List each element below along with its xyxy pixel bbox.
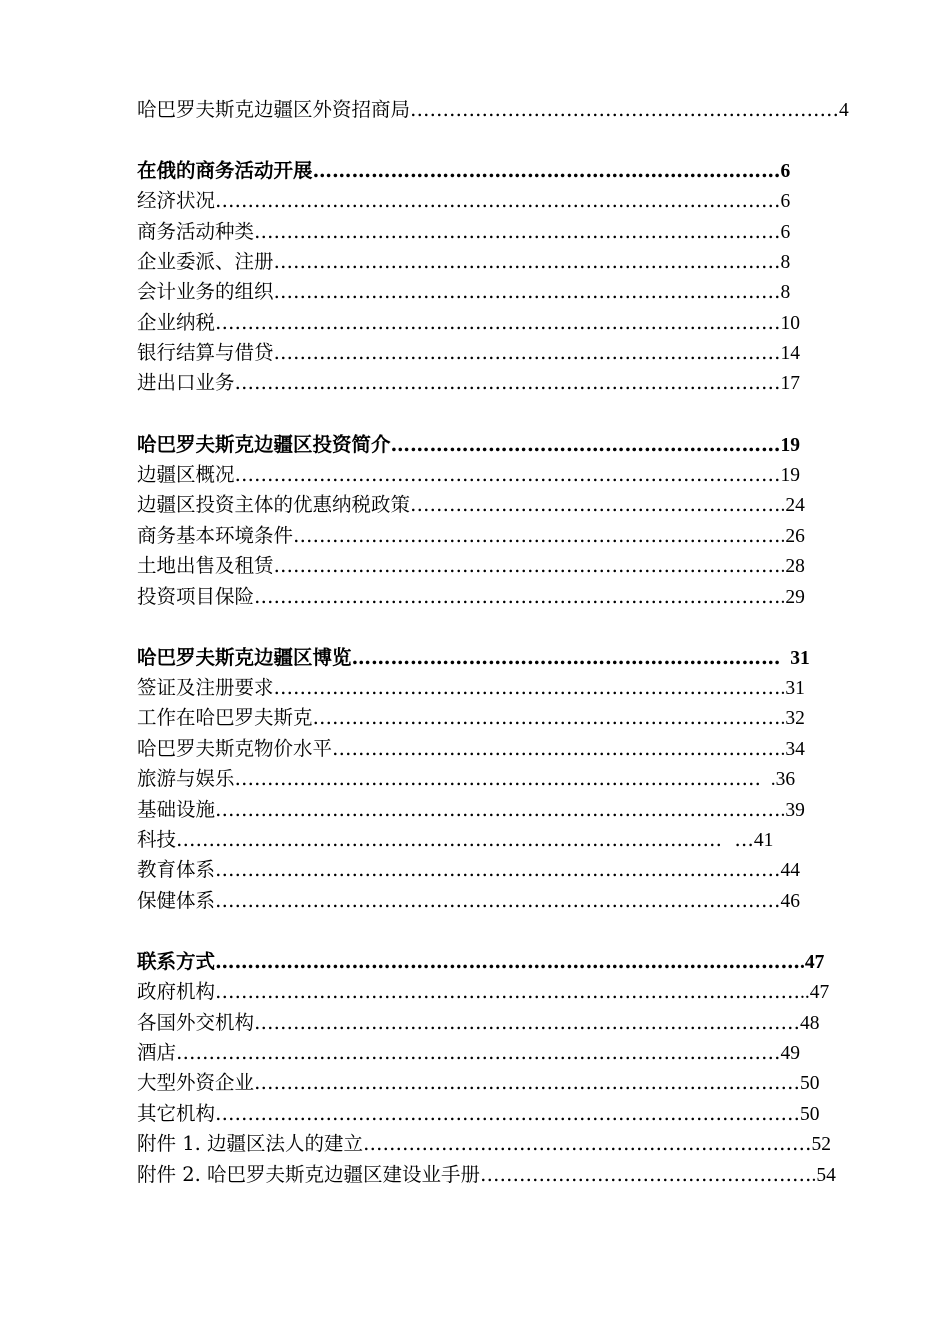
toc-entry[interactable] <box>137 1068 820 1098</box>
toc-entry[interactable] <box>137 764 795 794</box>
toc-entry-title: 保健体系 <box>137 889 216 912</box>
toc-entry-title: 基础设施 <box>137 798 216 821</box>
toc-entry-title: 进出口业务 <box>137 371 235 394</box>
toc-leader: ………………………………………………………………… <box>293 524 781 547</box>
toc-entry[interactable] <box>137 977 829 1007</box>
toc-entry-title: 工作在哈巴罗夫斯克 <box>137 706 313 729</box>
toc-entry-title: 旅游与娱乐 <box>137 767 235 790</box>
toc-page-number: 50 <box>800 1104 820 1125</box>
toc-page-number: .54 <box>811 1165 836 1186</box>
toc-leader: ……………………………………………………………… <box>312 159 781 182</box>
toc-entry[interactable] <box>137 703 805 733</box>
toc-leader: ………………………………………………………… <box>351 646 781 669</box>
toc-entry[interactable] <box>137 551 805 581</box>
toc-page-number: 49 <box>780 1043 801 1064</box>
toc-entry[interactable] <box>137 308 800 338</box>
toc-entry-title: 政府机构 <box>137 980 216 1003</box>
toc-page-number: 14 <box>780 343 801 364</box>
toc-leader: …………………………………………………………………… <box>273 250 781 273</box>
toc-leader: …………………………………………………………… <box>363 1132 812 1155</box>
toc-entry[interactable] <box>137 490 805 520</box>
toc-entry[interactable] <box>137 277 790 307</box>
toc-leader: …………………………………………… <box>480 1163 812 1186</box>
toc-entry-title: 联系方式 <box>137 950 216 973</box>
toc-entry[interactable] <box>137 521 805 551</box>
toc-page-number: 46 <box>780 891 801 912</box>
toc-entry-title: 酒店 <box>137 1041 177 1064</box>
toc-entry-title: 附件 2. 哈巴罗夫斯克边疆区建设业手册 <box>137 1163 481 1186</box>
toc-leader: …………………………………………………………………………… <box>215 798 781 821</box>
toc-entry[interactable] <box>137 95 849 125</box>
toc-page-number: 6 <box>780 191 791 212</box>
toc-leader: ………………………………………………… <box>410 493 781 516</box>
toc-entry[interactable] <box>137 217 790 247</box>
toc-page-number: .31 <box>780 678 805 699</box>
toc-page-number: 52 <box>811 1134 832 1155</box>
toc-page-number: .36 <box>761 769 796 790</box>
toc-page-number: .29 <box>780 587 805 608</box>
toc-entry[interactable] <box>137 673 805 703</box>
toc-entry-title: 教育体系 <box>137 858 216 881</box>
toc-leader: ………………………………………………………………………… <box>234 463 781 486</box>
toc-entry-title: 企业纳税 <box>137 311 216 334</box>
toc-entry-title: 银行结算与借贷 <box>137 341 274 364</box>
toc-entry-title: 边疆区概况 <box>137 463 235 486</box>
toc-leader: ……………………………………………………………………………… <box>215 980 801 1003</box>
toc-page-number: .24 <box>780 495 805 516</box>
toc-page-number: .32 <box>780 708 805 729</box>
toc-entry[interactable] <box>137 795 805 825</box>
toc-leader: …………………………………………………………………… <box>273 554 781 577</box>
toc-entry-title: 投资项目保险 <box>137 585 255 608</box>
toc-page-number: 41 <box>753 830 774 851</box>
toc-entry[interactable] <box>137 825 773 855</box>
toc-leader: ……………………………………………………………………………… <box>215 950 801 973</box>
toc-entry-title: 经济状况 <box>137 189 216 212</box>
toc-page-number: 4 <box>839 100 849 121</box>
toc-leader: ……………………………………………………………… <box>312 706 781 729</box>
toc-entry-title: 哈巴罗夫斯克边疆区博览 <box>137 646 352 669</box>
toc-entry[interactable] <box>137 1099 820 1129</box>
toc-page-number: .28 <box>780 556 805 577</box>
toc-entry-title: 其它机构 <box>137 1102 216 1125</box>
toc-entry-title: 科技 <box>137 828 177 851</box>
toc-entry-title: 附件 1. 边疆区法人的建立 <box>137 1132 364 1155</box>
toc-page-number: 10 <box>780 313 801 334</box>
toc-entry[interactable] <box>137 1008 820 1038</box>
toc-page-number: 8 <box>780 252 791 273</box>
toc-section-heading[interactable] <box>137 643 810 673</box>
toc-page-number: 48 <box>800 1013 820 1034</box>
toc-leader: …………………………………………………………………………… <box>215 889 781 912</box>
toc-entry-title: 商务活动种类 <box>137 220 255 243</box>
toc-entry-title: 会计业务的组织 <box>137 280 274 303</box>
toc-entry[interactable] <box>137 886 800 916</box>
toc-entry-title: 企业委派、注册 <box>137 250 274 273</box>
toc-entry-title: 哈巴罗夫斯克物价水平 <box>137 737 333 760</box>
toc-entry[interactable] <box>137 734 805 764</box>
toc-entry-title: 土地出售及租赁 <box>137 554 274 577</box>
toc-leader: …………………………………………………………………………… <box>215 311 781 334</box>
toc-leader: ……………………………………………………………………… <box>254 585 781 608</box>
toc-entry-title: 哈巴罗夫斯克边疆区投资简介 <box>137 433 391 456</box>
toc-page-number: 6 <box>780 161 791 182</box>
toc-entry-title: 在俄的商务活动开展 <box>137 159 313 182</box>
toc-entry-title: 边疆区投资主体的优惠纳税政策 <box>137 493 411 516</box>
toc-page-number: ..47 <box>800 982 830 1003</box>
toc-page-number: .34 <box>780 739 805 760</box>
toc-page-number: 31 <box>780 648 810 669</box>
toc-entry[interactable] <box>137 855 800 885</box>
toc-entry[interactable] <box>137 338 800 368</box>
toc-page-number: .26 <box>780 526 805 547</box>
toc-page-number: 44 <box>780 860 801 881</box>
toc-page-number: 19 <box>780 465 801 486</box>
toc-leader: ……………………………………………………………………………… <box>215 1102 801 1125</box>
toc-page-number: 19 <box>780 435 801 456</box>
toc-section-heading[interactable] <box>137 156 790 186</box>
toc-leader: …………………………………………………………………………… <box>215 858 781 881</box>
toc-page-number: 50 <box>800 1073 820 1094</box>
toc-page-number: 8 <box>780 282 791 303</box>
toc-leader: ………………………………………………………………………… … <box>176 828 754 851</box>
toc-entry[interactable] <box>137 1038 800 1068</box>
toc-page-number: .39 <box>780 800 805 821</box>
toc-entry-title: 商务基本环境条件 <box>137 524 294 547</box>
toc-leader: …………………………………………………… <box>390 433 781 456</box>
toc-entry[interactable] <box>137 368 800 398</box>
toc-section-heading[interactable] <box>137 430 800 460</box>
toc-leader: ………………………………………………………… <box>410 98 840 121</box>
toc-leader: …………………………………………………………………… <box>273 280 781 303</box>
toc-leader: ……………………………………………………………………… <box>234 767 762 790</box>
toc-entry[interactable] <box>137 247 790 277</box>
toc-entry[interactable] <box>137 1129 831 1159</box>
toc-entry-title: 签证及注册要求 <box>137 676 274 699</box>
toc-page-number: .47 <box>800 952 825 973</box>
toc-leader: ………………………………………………………………………… <box>234 371 781 394</box>
toc-entry[interactable] <box>137 1160 836 1190</box>
toc-leader: …………………………………………………………………… <box>273 676 781 699</box>
toc-page-number: 6 <box>780 222 791 243</box>
toc-leader: ……………………………………………………………………… <box>254 220 781 243</box>
toc-leader: …………………………………………………………………… <box>273 341 781 364</box>
toc-entry[interactable] <box>137 460 800 490</box>
toc-leader: ………………………………………………………………………………… <box>176 1041 781 1064</box>
toc-entry-title: 各国外交机构 <box>137 1011 255 1034</box>
toc-entry-title: 哈巴罗夫斯克边疆区外资招商局 <box>137 98 411 121</box>
toc-leader: ………………………………………………………………………… <box>254 1011 801 1034</box>
toc-leader: ………………………………………………………………………… <box>254 1071 801 1094</box>
toc-leader: …………………………………………………………………………… <box>215 189 781 212</box>
toc-section-heading[interactable] <box>137 947 824 977</box>
toc-entry-title: 大型外资企业 <box>137 1071 255 1094</box>
toc-leader: …………………………………………………………… <box>332 737 781 760</box>
toc-entry[interactable] <box>137 186 790 216</box>
toc-page-number: 17 <box>780 373 801 394</box>
toc-entry[interactable] <box>137 582 805 612</box>
